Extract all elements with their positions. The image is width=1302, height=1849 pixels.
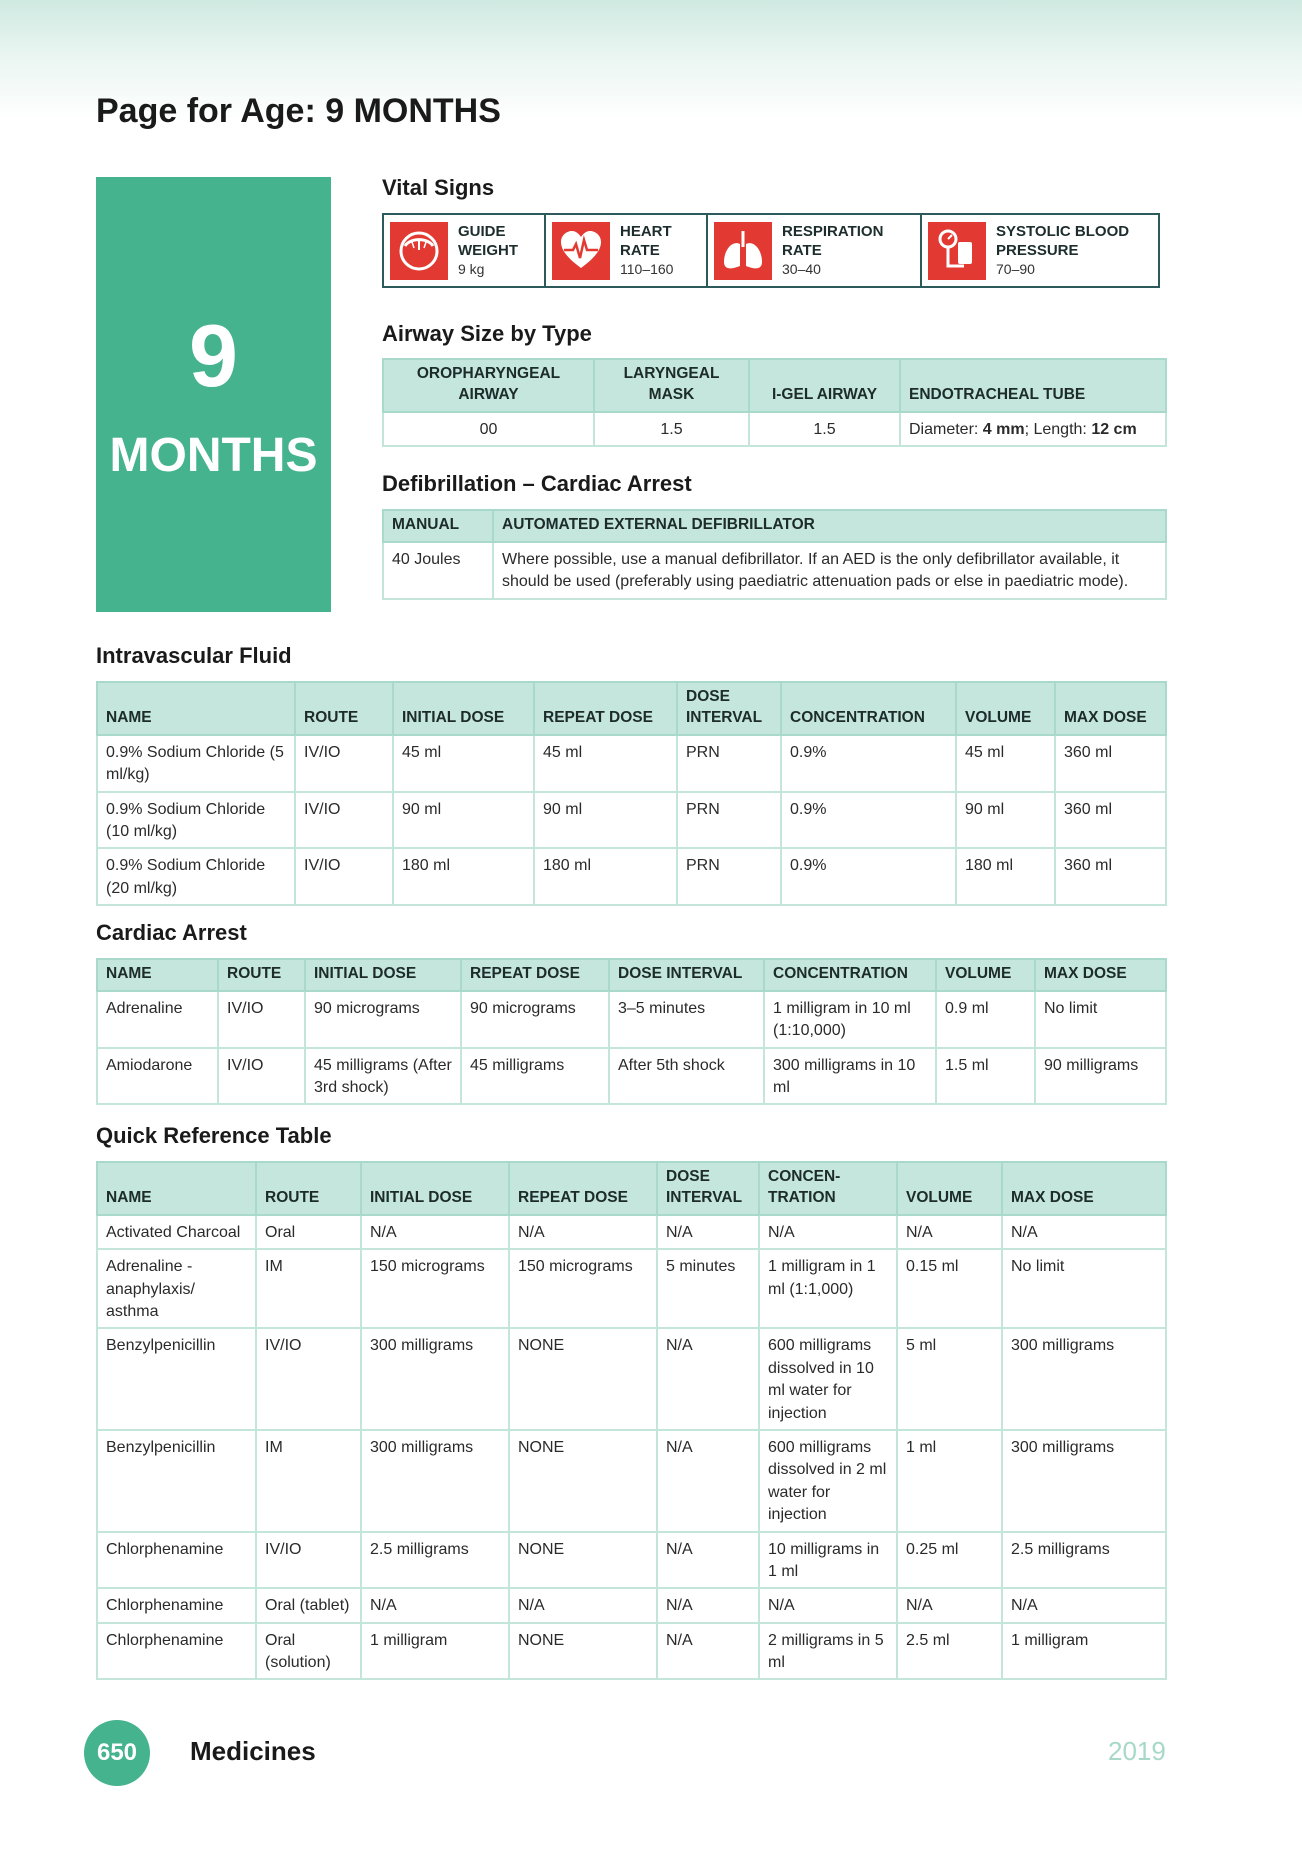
age-unit: MONTHS [109,429,318,482]
vital-signs-panel [382,213,1160,288]
table-cell: 1.5 ml [936,1048,1035,1105]
blood-pressure-icon [928,222,986,280]
table-row [97,991,1166,1048]
table-cell: 1 milligram in 1 ml (1:1,000) [759,1249,897,1328]
table-cell: 0.9% [781,735,956,792]
table-cell: PRN [677,848,781,905]
table-row [97,1215,1166,1249]
table-cell: 0.9 ml [936,991,1035,1048]
column-header: REPEAT DOSE [461,959,609,991]
table-cell: 180 ml [393,848,534,905]
lungs-icon [714,222,772,280]
table-cell: N/A [657,1532,759,1589]
table-header-row [97,959,1166,991]
page-number-badge: 650 [84,1720,150,1786]
page-title: Page for Age: 9 MONTHS [96,92,501,130]
column-header: INITIAL DOSE [305,959,461,991]
laryngeal-mask-size: 1.5 [594,412,749,446]
age-block [96,177,331,612]
table-cell: IV/IO [295,792,393,849]
table-cell: Activated Charcoal [97,1215,256,1249]
column-header: INITIAL DOSE [393,682,534,735]
table-cell: IV/IO [218,991,305,1048]
igel-size: 1.5 [749,412,900,446]
table-row [97,735,1166,792]
table-cell: N/A [361,1215,509,1249]
et-tube-size: Diameter: 4 mm; Length: 12 cm [900,412,1166,446]
table-cell: 360 ml [1055,735,1166,792]
table-cell: Adrenaline - anaphylaxis/ asthma [97,1249,256,1328]
table-cell: 90 ml [393,792,534,849]
oropharyngeal-size: 00 [383,412,594,446]
table-cell: NONE [509,1623,657,1680]
quick-ref-table [96,1161,1167,1680]
table-cell: 300 milligrams [361,1328,509,1430]
table-cell: N/A [657,1430,759,1532]
table-cell: 3–5 minutes [609,991,764,1048]
table-header-row [97,682,1166,735]
table-cell: N/A [897,1215,1002,1249]
table-cell: 300 milligrams [361,1430,509,1532]
iv-fluid-table [96,681,1167,906]
table-cell: 2.5 milligrams [1002,1532,1166,1589]
table-cell: N/A [509,1215,657,1249]
column-header: DOSE INTERVAL [657,1162,759,1215]
defib-table [382,509,1167,600]
table-cell: Oral [256,1215,361,1249]
table-cell: 1 milligram in 10 ml (1:10,000) [764,991,936,1048]
column-header: VOLUME [936,959,1035,991]
vital-respiration-value: 30–40 [782,260,821,277]
table-cell: After 5th shock [609,1048,764,1105]
table-row [383,412,1166,446]
table-cell: N/A [759,1215,897,1249]
age-number: 9 [189,306,238,405]
table-cell: Benzylpenicillin [97,1430,256,1532]
heart-rate-icon [552,222,610,280]
table-cell: N/A [1002,1215,1166,1249]
table-cell: NONE [509,1328,657,1430]
table-row [97,1623,1166,1680]
table-cell: IV/IO [256,1328,361,1430]
vital-blood-pressure-value: 70–90 [996,260,1035,277]
table-cell: 600 milligrams dissolved in 2 ml water for injection [759,1430,897,1532]
table-cell: N/A [1002,1588,1166,1622]
table-cell: 360 ml [1055,792,1166,849]
table-cell: IV/IO [256,1532,361,1589]
table-cell: N/A [657,1623,759,1680]
column-header: ROUTE [295,682,393,735]
table-cell: N/A [657,1588,759,1622]
table-cell: 300 milligrams [1002,1328,1166,1430]
table-row [97,1048,1166,1105]
column-header: REPEAT DOSE [534,682,677,735]
vital-heart-rate: HEART RATE 110–160 [546,215,708,286]
table-cell: 0.9% Sodium Chloride (5 ml/kg) [97,735,295,792]
table-row [97,848,1166,905]
table-cell: 1 milligram [361,1623,509,1680]
table-cell: IM [256,1249,361,1328]
table-cell: N/A [759,1588,897,1622]
column-header: NAME [97,1162,256,1215]
table-cell: IV/IO [295,848,393,905]
footer-year: 2019 [1108,1736,1166,1766]
table-cell: No limit [1002,1249,1166,1328]
column-header: VOLUME [897,1162,1002,1215]
table-cell: Chlorphenamine [97,1623,256,1680]
table-header-row: MANUAL AUTOMATED EXTERNAL DEFIBRILLATOR [383,510,1166,542]
table-cell: 0.9% Sodium Chloride (10 ml/kg) [97,792,295,849]
vital-respiration-rate: RESPIRATION RATE 30–40 [708,215,922,286]
table-cell: 150 micrograms [509,1249,657,1328]
table-cell: 45 milligrams (After 3rd shock) [305,1048,461,1105]
column-header: DOSE INTERVAL [609,959,764,991]
column-header: DOSE INTERVAL [677,682,781,735]
column-header: CONCENTRATION [764,959,936,991]
table-cell: 1 ml [897,1430,1002,1532]
column-header: MAX DOSE [1002,1162,1166,1215]
table-cell: NONE [509,1430,657,1532]
table-cell: PRN [677,735,781,792]
table-cell: 180 ml [956,848,1055,905]
table-cell: 0.15 ml [897,1249,1002,1328]
table-cell: 150 micrograms [361,1249,509,1328]
table-cell: Chlorphenamine [97,1532,256,1589]
table-cell: 2.5 milligrams [361,1532,509,1589]
table-cell: 0.25 ml [897,1532,1002,1589]
table-header-row: OROPHARYNGEAL AIRWAY LARYNGEAL MASK I-GEL AIRWAY ENDOTRACHEAL TUBE [383,359,1166,412]
table-cell: 90 micrograms [461,991,609,1048]
table-row [97,1430,1166,1532]
table-row [97,1328,1166,1430]
table-cell: 45 ml [534,735,677,792]
table-cell: 5 minutes [657,1249,759,1328]
table-cell: N/A [509,1588,657,1622]
vital-weight-value: 9 kg [458,260,485,277]
table-cell: 2.5 ml [897,1623,1002,1680]
cardiac-arrest-title: Cardiac Arrest [96,920,247,945]
vital-heart-rate-value: 110–160 [620,260,674,277]
vital-signs-title: Vital Signs [382,175,495,200]
table-cell: N/A [897,1588,1002,1622]
table-row [97,1532,1166,1589]
vital-blood-pressure: SYSTOLIC BLOOD PRESSURE 70–90 [922,215,1158,286]
airway-table [382,358,1167,447]
cardiac-arrest-table [96,958,1167,1105]
table-cell: 360 ml [1055,848,1166,905]
table-row: 40 Joules Where possible, use a manual defibrillator. If an AED is the only defibrillator available, it should be used (preferably using paediatric attenuation pads or else in paediatric mode). [383,542,1166,599]
column-header: INITIAL DOSE [361,1162,509,1215]
table-cell: 300 milligrams in 10 ml [764,1048,936,1105]
column-header: CONCENTRATION [781,682,956,735]
iv-fluid-title: Intravascular Fluid [96,643,292,668]
column-header: NAME [97,682,295,735]
quick-ref-title: Quick Reference Table [96,1123,332,1148]
column-header: CONCEN-TRATION [759,1162,897,1215]
table-cell: 1 milligram [1002,1623,1166,1680]
vital-weight: GUIDE WEIGHT 9 kg [384,215,546,286]
table-cell: 5 ml [897,1328,1002,1430]
column-header: MAX DOSE [1035,959,1166,991]
table-cell: 90 milligrams [1035,1048,1166,1105]
table-cell: 90 ml [534,792,677,849]
table-cell: IV/IO [295,735,393,792]
table-cell: N/A [361,1588,509,1622]
table-cell: 90 micrograms [305,991,461,1048]
table-row [97,792,1166,849]
table-cell: 300 milligrams [1002,1430,1166,1532]
table-cell: 45 ml [393,735,534,792]
table-row [97,1588,1166,1622]
table-cell: Adrenaline [97,991,218,1048]
table-cell: IV/IO [218,1048,305,1105]
airway-title: Airway Size by Type [382,321,592,346]
table-cell: 0.9% Sodium Chloride (20 ml/kg) [97,848,295,905]
weight-scale-icon [390,222,448,280]
table-cell: 10 milligrams in 1 ml [759,1532,897,1589]
footer-section-title: Medicines [190,1736,316,1766]
table-cell: N/A [657,1215,759,1249]
defib-title: Defibrillation – Cardiac Arrest [382,471,692,496]
table-header-row [97,1162,1166,1215]
table-row [97,1249,1166,1328]
table-cell: IM [256,1430,361,1532]
table-cell: 90 ml [956,792,1055,849]
table-cell: 45 ml [956,735,1055,792]
table-cell: Oral (solution) [256,1623,361,1680]
column-header: ROUTE [218,959,305,991]
table-cell: 0.9% [781,848,956,905]
table-cell: Amiodarone [97,1048,218,1105]
table-cell: 2 milligrams in 5 ml [759,1623,897,1680]
column-header: NAME [97,959,218,991]
table-cell: 600 milligrams dissolved in 10 ml water for injection [759,1328,897,1430]
table-cell: N/A [657,1328,759,1430]
table-cell: PRN [677,792,781,849]
table-cell: Oral (tablet) [256,1588,361,1622]
column-header: REPEAT DOSE [509,1162,657,1215]
column-header: ROUTE [256,1162,361,1215]
table-cell: 180 ml [534,848,677,905]
column-header: VOLUME [956,682,1055,735]
table-cell: 45 milligrams [461,1048,609,1105]
table-cell: Benzylpenicillin [97,1328,256,1430]
column-header: MAX DOSE [1055,682,1166,735]
table-cell: NONE [509,1532,657,1589]
table-cell: 0.9% [781,792,956,849]
table-cell: Chlorphenamine [97,1588,256,1622]
table-cell: No limit [1035,991,1166,1048]
